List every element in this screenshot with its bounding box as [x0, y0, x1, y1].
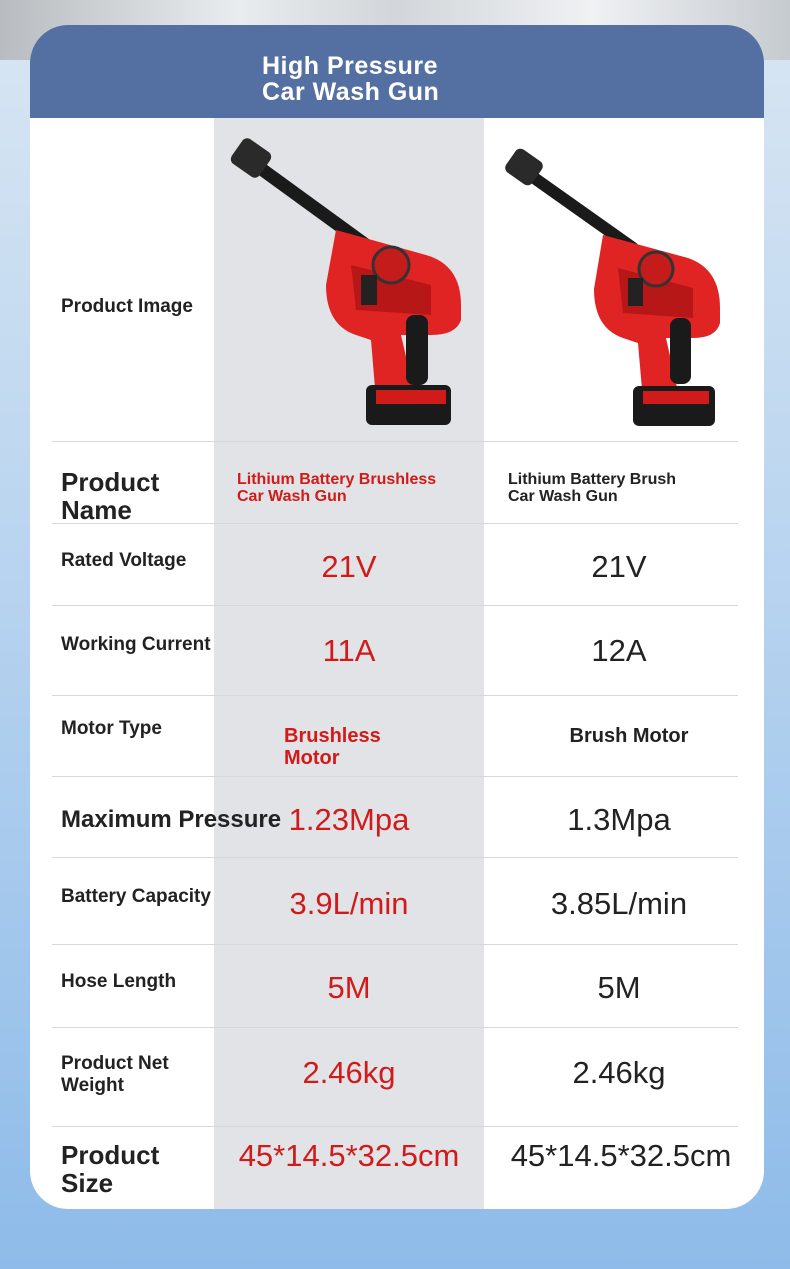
row-label-battery-capacity: Battery Capacity	[61, 886, 211, 907]
row-divider	[52, 695, 738, 696]
header-bar	[30, 25, 764, 118]
cell-capacity-brushless: 3.9L/min	[289, 886, 409, 921]
cell-current-brush: 12A	[591, 633, 647, 668]
page-title: High Pressure Car Wash Gun	[262, 52, 440, 106]
cell-hose-brush: 5M	[597, 970, 641, 1005]
row-divider	[52, 605, 738, 606]
row-divider	[52, 857, 738, 858]
row-label-maximum-pressure: Maximum Pressure	[61, 806, 282, 833]
car-wash-gun-brush-image	[498, 143, 738, 438]
cell-capacity-brush: 3.85L/min	[550, 886, 688, 921]
car-wash-gun-brushless-image	[226, 135, 476, 435]
cell-current-brushless: 11A	[322, 633, 376, 668]
cell-pressure-brushless: 1.23Mpa	[288, 802, 410, 837]
cell-motor-brush: Brush Motor	[569, 725, 689, 747]
row-divider	[52, 441, 738, 442]
row-label-product-image: Product Image	[61, 296, 193, 317]
row-divider	[52, 1126, 738, 1127]
cell-weight-brush: 2.46kg	[572, 1055, 666, 1090]
row-label-net-weight: Product Net Weight	[61, 1053, 169, 1096]
cell-weight-brushless: 2.46kg	[302, 1055, 396, 1090]
cell-pressure-brush: 1.3Mpa	[567, 802, 671, 837]
cell-voltage-brushless: 21V	[321, 549, 377, 584]
row-divider	[52, 776, 738, 777]
cell-motor-brushless: Brushless Motor	[284, 725, 381, 769]
row-label-working-current: Working Current	[61, 634, 211, 655]
row-label-product-name: Product Name	[61, 467, 160, 525]
cell-voltage-brush: 21V	[591, 549, 647, 584]
cell-name-brushless: Lithium Battery Brushless Car Wash Gun	[237, 471, 437, 505]
row-label-motor-type: Motor Type	[61, 718, 162, 739]
row-label-product-size: Product Size	[61, 1140, 160, 1198]
cell-name-brush: Lithium Battery Brush Car Wash Gun	[508, 471, 677, 505]
cell-size-brush: 45*14.5*32.5cm	[510, 1138, 732, 1173]
cell-size-brushless: 45*14.5*32.5cm	[238, 1138, 460, 1173]
comparison-card	[30, 25, 764, 1209]
row-divider	[52, 1027, 738, 1028]
row-label-hose-length: Hose Length	[61, 971, 177, 992]
row-label-rated-voltage: Rated Voltage	[61, 550, 187, 571]
cell-hose-brushless: 5M	[327, 970, 371, 1005]
row-divider	[52, 944, 738, 945]
